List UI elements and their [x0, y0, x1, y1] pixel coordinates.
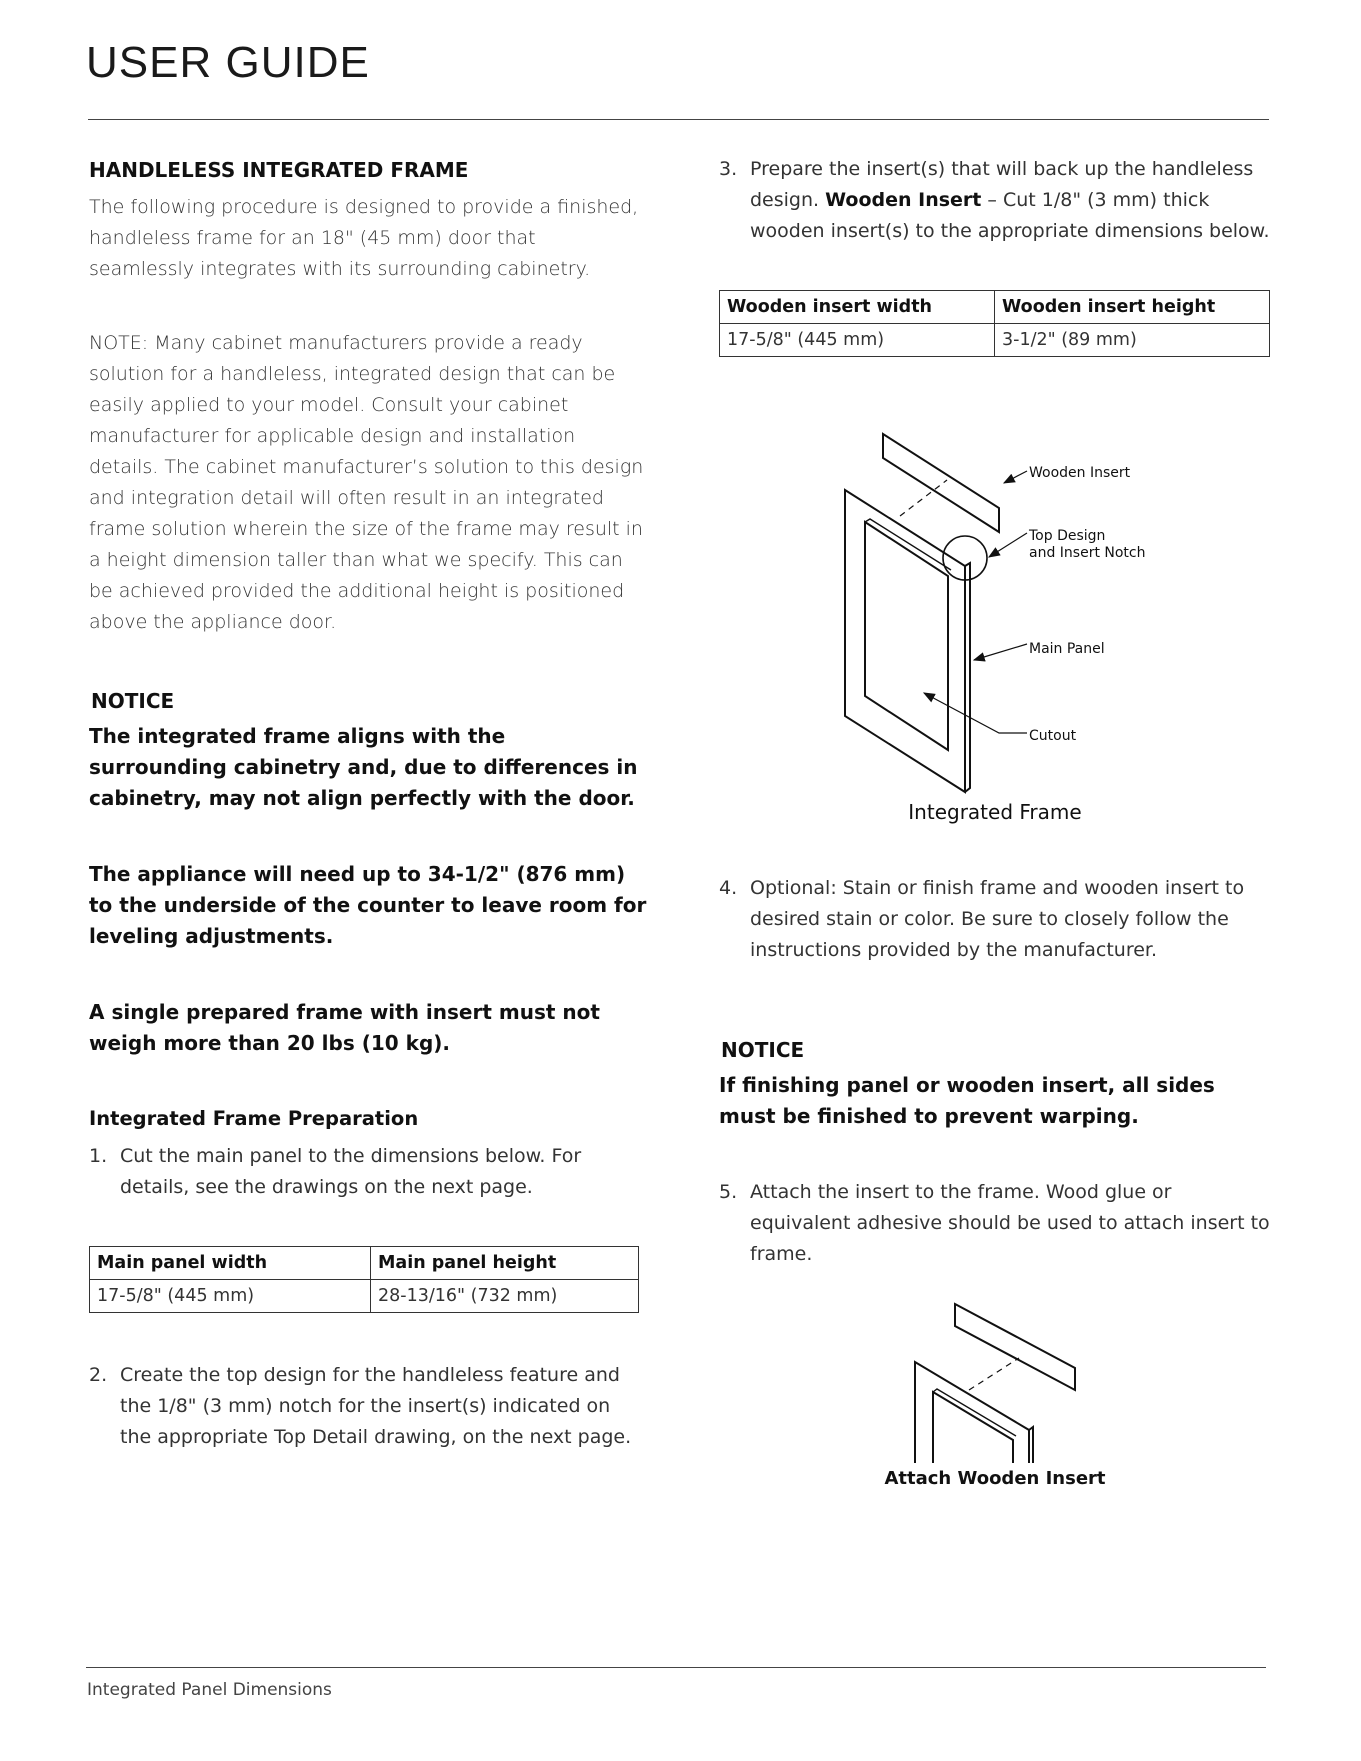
callout-main-panel: [974, 644, 1027, 660]
step-text: Attach the insert to the frame. Wood glue or equivalent adhesive should be used to attach insert to frame.: [750, 1181, 1270, 1265]
table-row: [90, 1280, 639, 1313]
table-header: Wooden insert height: [995, 291, 1270, 324]
step-text: [719, 154, 1271, 247]
wooden-insert-table: [719, 290, 1270, 357]
step-3: [719, 154, 1271, 247]
step-text: Create the top design for the handleless feature and the 1/8" (3 mm) notch for the insert(s) indicated on the appropriate Top Detail drawing, on the next page.: [120, 1364, 632, 1448]
step-text-pre: Prepare the insert(s) that will back up the handleless design.: [750, 158, 1254, 211]
step-number: 1.: [89, 1145, 108, 1167]
label-insert-notch: and Insert Notch: [1029, 545, 1146, 561]
step-4: [719, 873, 1271, 966]
step-number: 2.: [89, 1364, 108, 1386]
notice-paragraph: A single prepared frame with insert must not weigh more than 20 lbs (10 kg).: [89, 1000, 600, 1055]
wooden-insert-shape: [955, 1304, 1075, 1390]
notice-label: NOTICE: [721, 1038, 805, 1062]
header-divider: [88, 119, 1269, 120]
intro-paragraph: The following procedure is designed to provide a finished, handleless frame for an 18" (45 mm) door that seamlessly integrates with its surrounding cabinetry.: [89, 196, 639, 280]
step-2: [89, 1360, 645, 1453]
integrated-frame-caption: Integrated Frame: [908, 800, 1082, 824]
notice-paragraph: The integrated frame aligns with the surrounding cabinetry and, due to differences in cabinetry, may not align perfectly with the door.: [89, 724, 638, 810]
notice-paragraph: If finishing panel or wooden insert, all sides must be finished to prevent warping.: [719, 1073, 1215, 1128]
table-cell: 17-5/8" (445 mm): [90, 1280, 371, 1313]
notice-paragraph: The appliance will need up to 34-1/2" (876 mm) to the underside of the counter to leave room for leveling adjustments.: [89, 862, 647, 948]
table-header-row: [90, 1247, 639, 1280]
attach-insert-diagram: [879, 1300, 1119, 1470]
step-text: Cut the main panel to the dimensions below. For details, see the drawings on the next page.: [120, 1145, 582, 1198]
step-number: 4.: [719, 877, 738, 899]
wooden-insert-shape: [883, 434, 999, 532]
step-text-bold: Wooden Insert: [825, 189, 982, 211]
footer-divider: [86, 1667, 1266, 1668]
table-cell: 17-5/8" (445 mm): [720, 324, 995, 357]
table-header: Wooden insert width: [720, 291, 995, 324]
notice-label: NOTICE: [91, 689, 175, 713]
callout-wooden-insert: [1004, 471, 1027, 483]
table-cell: 3-1/2" (89 mm): [995, 324, 1270, 357]
label-top-design: Top Design: [1029, 528, 1106, 544]
table-cell: 28-13/16" (732 mm): [371, 1280, 639, 1313]
table-header: Main panel width: [90, 1247, 371, 1280]
step-text: Optional: Stain or finish frame and wooden insert to desired stain or color. Be sure to closely follow the instructions provided by the manufacturer.: [750, 877, 1245, 961]
step-1: [89, 1141, 645, 1203]
step-5: [719, 1177, 1271, 1270]
page-title: USER GUIDE: [86, 38, 370, 87]
main-panel-table: [89, 1246, 639, 1313]
step-text-post: – Cut 1/8" (3 mm) thick wooden insert(s) to the appropriate dimensions below.: [750, 189, 1270, 242]
integrated-frame-diagram: [719, 420, 1271, 800]
attach-insert-caption: Attach Wooden Insert: [884, 1468, 1106, 1489]
table-header: Main panel height: [371, 1247, 639, 1280]
alignment-line: [969, 1358, 1019, 1390]
note-paragraph: NOTE: Many cabinet manufacturers provide a ready solution for a handleless, integrated design that can be easily applied to your model. Consult your cabinet manufacturer for applicable design and installation details. The cabinet manufacturer’s solution to this design and integration detail will often result in an integrated frame solution wherein the size of the frame may result in a height dimension taller than what we specify. This can be achieved provided the additional height is positioned above the appliance door.: [89, 332, 644, 633]
step-number: 5.: [719, 1181, 738, 1203]
label-main-panel: Main Panel: [1029, 641, 1105, 657]
step-number: 3.: [719, 158, 738, 180]
callout-top-design: [989, 533, 1027, 557]
footer-text: Integrated Panel Dimensions: [87, 1680, 332, 1700]
section-heading: HANDLELESS INTEGRATED FRAME: [89, 158, 469, 182]
prep-heading: Integrated Frame Preparation: [89, 1107, 419, 1130]
label-wooden-insert: Wooden Insert: [1029, 465, 1131, 481]
table-row: [720, 324, 1270, 357]
table-header-row: [720, 291, 1270, 324]
label-cutout: Cutout: [1029, 728, 1077, 744]
main-panel-shape: [845, 490, 970, 792]
main-panel-shape: [915, 1362, 1033, 1463]
